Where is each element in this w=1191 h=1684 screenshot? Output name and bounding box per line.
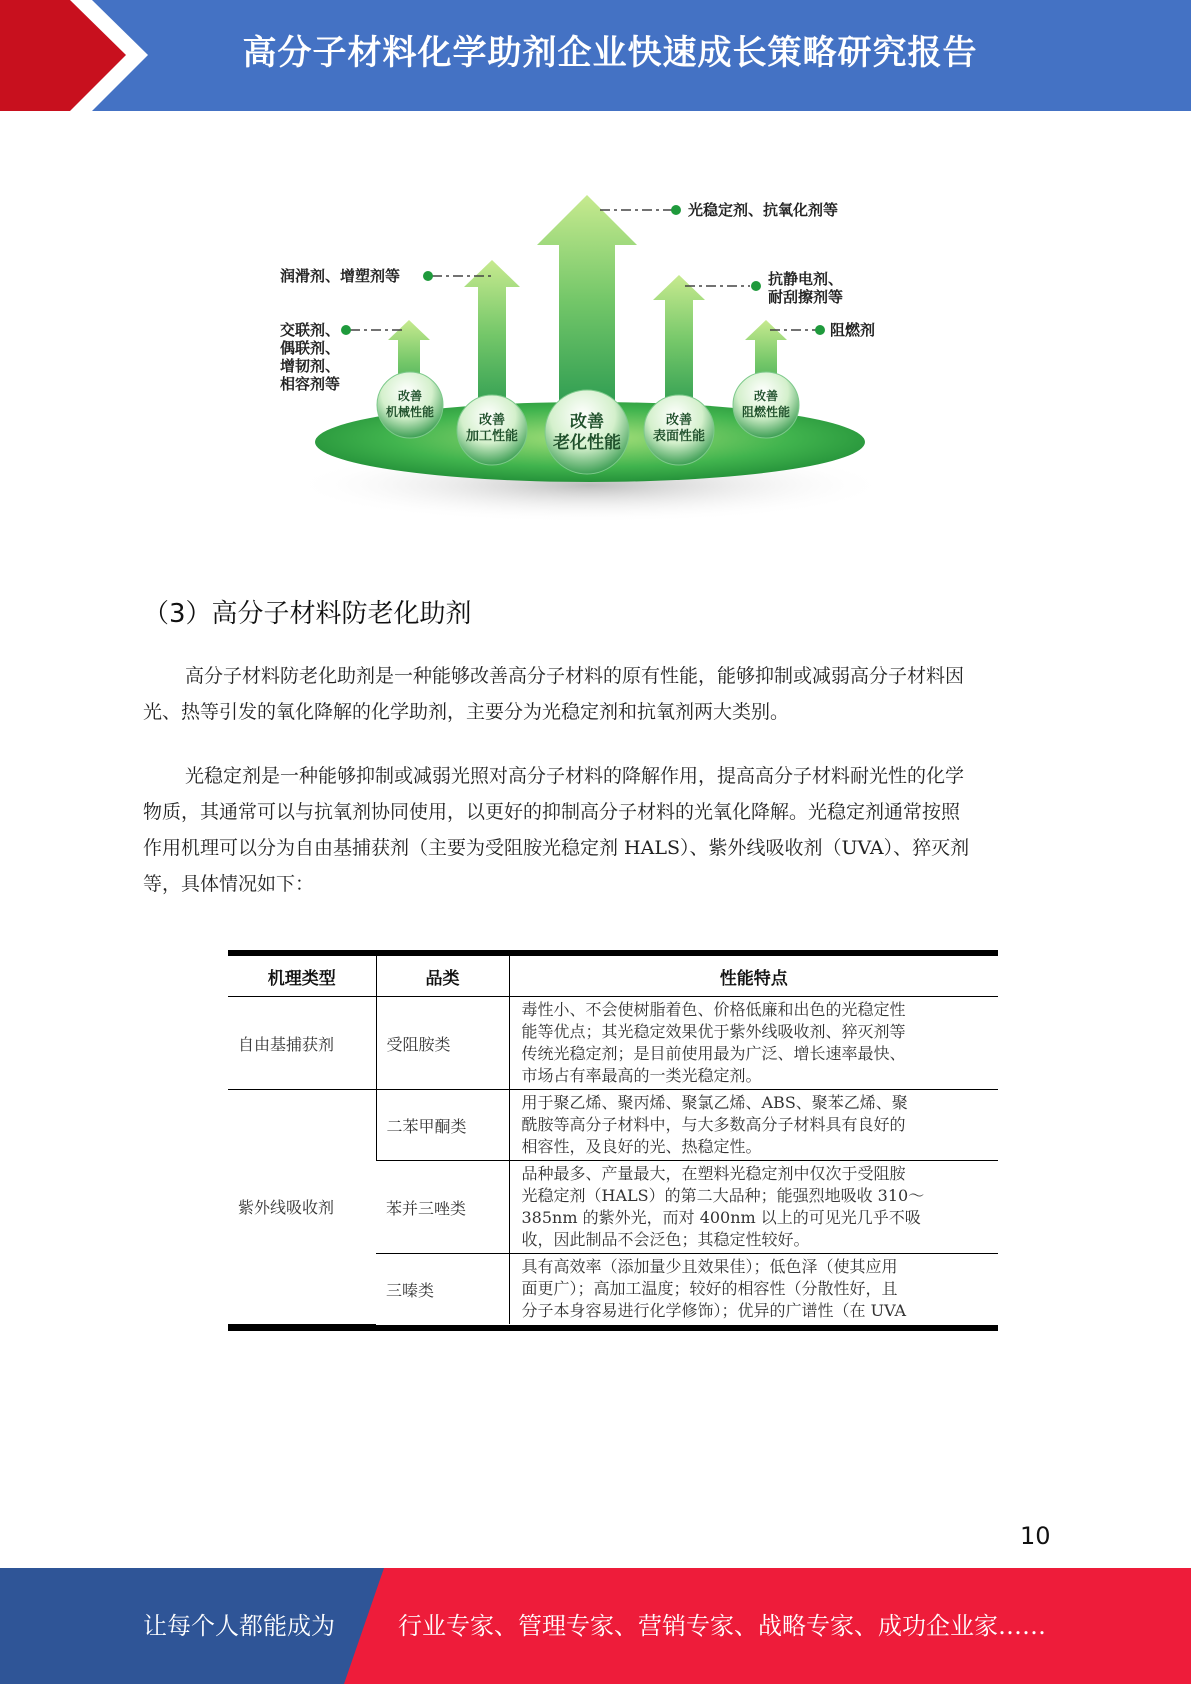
dot-antistatic bbox=[751, 281, 761, 291]
circle-label-mechanical bbox=[372, 388, 448, 420]
table-bottom-rule bbox=[228, 1325, 998, 1331]
additives-diagram bbox=[200, 160, 960, 530]
page-header bbox=[0, 0, 1191, 111]
feature-line: 毒性小、不会使树脂着色、价格低廉和出色的光稳定性 bbox=[521, 1000, 906, 1019]
page-footer bbox=[0, 1568, 1191, 1684]
table-header-row bbox=[228, 956, 998, 997]
feature-line: 面更广）；高加工温度；较好的相容性（分散性好，且 bbox=[521, 1279, 898, 1298]
table bbox=[228, 956, 998, 1325]
category-cell: 受阻胺类 bbox=[376, 997, 509, 1090]
category-cell: 二苯甲酮类 bbox=[376, 1090, 509, 1161]
paragraph-line: 物质，其通常可以与抗氧剂协同使用，以更好的抑制高分子材料的光氧化降解。光稳定剂通常按照 bbox=[143, 801, 961, 823]
header-mechanism: 机理类型 bbox=[228, 956, 376, 997]
feature-line: 相容性，及良好的光、热稳定性。 bbox=[521, 1137, 762, 1156]
circle-flame-line2: 阻燃性能 bbox=[741, 405, 790, 419]
circle-surface-line1: 改善 bbox=[665, 413, 692, 428]
circle-label-processing bbox=[452, 413, 532, 445]
footer-slogan-left: 让每个人都能成为 bbox=[143, 1612, 335, 1640]
report-title: 高分子材料化学助剂企业快速成长策略研究报告 bbox=[242, 33, 978, 73]
feature-line: 具有高效率（添加量少且效果佳）；低色泽（使其应用 bbox=[521, 1257, 898, 1276]
label-antistatic-line1: 抗静电剂、 bbox=[768, 270, 844, 288]
feature-line: 市场占有率最高的一类光稳定剂。 bbox=[521, 1066, 762, 1085]
label-crosslink-line1: 交联剂、 bbox=[280, 321, 341, 339]
feature-line: 用于聚乙烯、聚丙烯、聚氯乙烯、ABS、聚苯乙烯、聚 bbox=[521, 1093, 908, 1112]
circle-aging-line2: 老化性能 bbox=[553, 433, 621, 453]
label-antistatic bbox=[768, 270, 843, 306]
arrow-aging bbox=[537, 195, 637, 405]
category-cell: 苯并三唑类 bbox=[376, 1161, 509, 1254]
circle-aging-line1: 改善 bbox=[570, 412, 604, 432]
label-crosslink bbox=[280, 321, 340, 393]
label-light-stabilizer: 光稳定剂、抗氧化剂等 bbox=[688, 201, 839, 219]
feature-cell bbox=[509, 1090, 998, 1161]
feature-line: 酰胺等高分子材料中，与大多数高分子材料具有良好的 bbox=[521, 1115, 906, 1134]
dot-lubricant bbox=[423, 271, 433, 281]
table-row bbox=[228, 997, 998, 1090]
label-crosslink-line4: 相容剂等 bbox=[280, 375, 341, 393]
label-crosslink-line2: 偶联剂、 bbox=[280, 339, 341, 357]
feature-cell bbox=[509, 1254, 998, 1325]
circle-label-surface bbox=[639, 413, 719, 445]
paragraph-line: 高分子材料防老化助剂是一种能够改善高分子材料的原有性能，能够抑制或减弱高分子材料因 bbox=[185, 665, 965, 687]
circle-label-flame bbox=[728, 388, 804, 420]
dot-light bbox=[671, 205, 681, 215]
circle-mechanical-line2: 机械性能 bbox=[385, 405, 434, 419]
feature-line: 能等优点；其光稳定效果优于紫外线吸收剂、猝灭剂等 bbox=[521, 1022, 906, 1041]
label-flame-retardant: 阻燃剂 bbox=[830, 321, 876, 339]
paragraph-line: 光、热等引发的氧化降解的化学助剂，主要分为光稳定剂和抗氧剂两大类别。 bbox=[143, 701, 790, 723]
circle-label-aging bbox=[537, 412, 637, 454]
page-number: 10 bbox=[1020, 1522, 1051, 1550]
arrow-processing bbox=[464, 260, 520, 410]
feature-line: 385nm 的紫外光，而对 400nm 以上的可见光几乎不吸 bbox=[521, 1208, 921, 1227]
paragraph-line: 作用机理可以分为自由基捕获剂（主要为受阻胺光稳定剂 HALS）、紫外线吸收剂（UVA）、猝灭剂 bbox=[143, 837, 970, 859]
circle-processing-line1: 改善 bbox=[478, 413, 505, 428]
label-antistatic-line2: 耐刮擦剂等 bbox=[768, 288, 844, 306]
section-heading: （3）高分子材料防老化助剂 bbox=[143, 599, 472, 629]
label-lubricant: 润滑剂、增塑剂等 bbox=[280, 267, 401, 285]
header-category: 品类 bbox=[376, 956, 509, 997]
paragraph-line: 等，具体情况如下： bbox=[143, 873, 315, 895]
feature-cell bbox=[509, 997, 998, 1090]
mechanism-cell: 自由基捕获剂 bbox=[228, 997, 376, 1090]
footer-slogan-right: 行业专家、管理专家、营销专家、战略专家、成功企业家…… bbox=[398, 1612, 1046, 1640]
feature-line: 品种最多、产量最大，在塑料光稳定剂中仅次于受阻胺 bbox=[521, 1164, 906, 1183]
arrow-surface bbox=[653, 275, 705, 410]
paragraph-light-stabilizer bbox=[143, 758, 1046, 902]
feature-line: 分子本身容易进行化学修饰）；优异的广谱性（在 UVA bbox=[521, 1301, 907, 1320]
category-cell: 三嗪类 bbox=[386, 1280, 435, 1300]
label-crosslink-line3: 增韧剂、 bbox=[280, 357, 341, 375]
circle-processing-line2: 加工性能 bbox=[465, 429, 518, 444]
feature-line: 光稳定剂（HALS）的第二大品种；能强烈地吸收 310～ bbox=[521, 1186, 925, 1205]
header-features: 性能特点 bbox=[509, 956, 998, 997]
feature-cell bbox=[509, 1161, 998, 1254]
circle-flame-line1: 改善 bbox=[753, 389, 778, 403]
circle-surface-line2: 表面性能 bbox=[652, 429, 705, 444]
paragraph-anti-aging bbox=[143, 658, 1046, 730]
dot-crosslink bbox=[341, 325, 351, 335]
dot-flame bbox=[815, 325, 825, 335]
paragraph-line: 光稳定剂是一种能够抑制或减弱光照对高分子材料的降解作用，提高高分子材料耐光性的化学 bbox=[185, 765, 965, 787]
stabilizer-table bbox=[228, 950, 998, 1331]
mechanism-cell: 紫外线吸收剂 bbox=[228, 1090, 376, 1325]
feature-line: 收，因此制品不会泛色；其稳定性较好。 bbox=[521, 1230, 810, 1249]
table-row bbox=[228, 1090, 998, 1161]
circle-mechanical-line1: 改善 bbox=[397, 389, 422, 403]
feature-line: 传统光稳定剂；是目前使用最为广泛、增长速率最快、 bbox=[521, 1044, 906, 1063]
